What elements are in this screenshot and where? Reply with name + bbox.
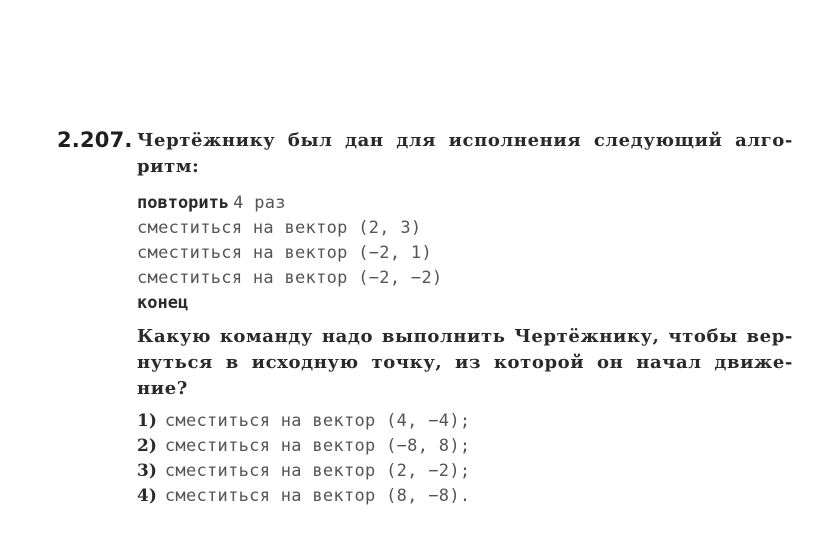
- option-number: 3): [137, 461, 157, 481]
- word: команду: [219, 326, 314, 347]
- algorithm-command: сместиться на вектор (2, 3): [137, 218, 422, 238]
- word: исходную: [251, 352, 359, 373]
- algorithm-command: сместиться на вектор (−2, 1): [137, 243, 432, 263]
- problem-number: 2.207.: [57, 128, 133, 152]
- word: в: [225, 352, 239, 373]
- word: был: [287, 130, 333, 151]
- answer-option: [137, 436, 470, 456]
- repeat-count: 4 раз: [233, 193, 286, 213]
- answer-option: [137, 486, 470, 506]
- word: вер-: [746, 326, 793, 347]
- word: чтобы: [668, 326, 738, 347]
- option-text: сместиться на вектор (8, −8).: [164, 486, 471, 506]
- algorithm-command: сместиться на вектор (−2, −2): [137, 268, 443, 288]
- word: нуться: [137, 352, 213, 373]
- word: надо: [321, 326, 374, 347]
- word: для: [396, 130, 437, 151]
- word: из: [455, 352, 482, 373]
- word: Какую: [137, 326, 212, 347]
- word: алго-: [735, 130, 793, 151]
- question-line-1: [137, 326, 793, 347]
- answer-option: [137, 461, 470, 481]
- word: дан: [345, 130, 384, 151]
- word: Чертёжнику: [137, 130, 276, 151]
- option-text: сместиться на вектор (−8, 8);: [164, 436, 471, 456]
- option-text: сместиться на вектор (2, −2);: [164, 461, 471, 481]
- option-number: 2): [137, 436, 157, 456]
- problem-statement-line-1: [137, 130, 793, 151]
- algorithm-repeat-line: [137, 193, 286, 213]
- option-text: сместиться на вектор (4, −4);: [164, 411, 471, 431]
- option-number: 1): [137, 411, 157, 431]
- question-line-3: ние?: [137, 378, 188, 399]
- algorithm-end-keyword: конец: [137, 293, 189, 313]
- word: он: [597, 352, 624, 373]
- word: которой: [493, 352, 585, 373]
- word: Чертёжнику,: [514, 326, 660, 347]
- question-line-2: [137, 352, 793, 373]
- word: следующий: [593, 130, 723, 151]
- word: исполнения: [448, 130, 582, 151]
- word: начал: [636, 352, 702, 373]
- word: движе-: [714, 352, 793, 373]
- word: выполнить: [381, 326, 506, 347]
- option-number: 4): [137, 486, 157, 506]
- word: точку,: [371, 352, 443, 373]
- problem-statement-line-2: ритм:: [137, 156, 200, 177]
- answer-option: [137, 411, 470, 431]
- repeat-keyword: повторить: [137, 193, 230, 213]
